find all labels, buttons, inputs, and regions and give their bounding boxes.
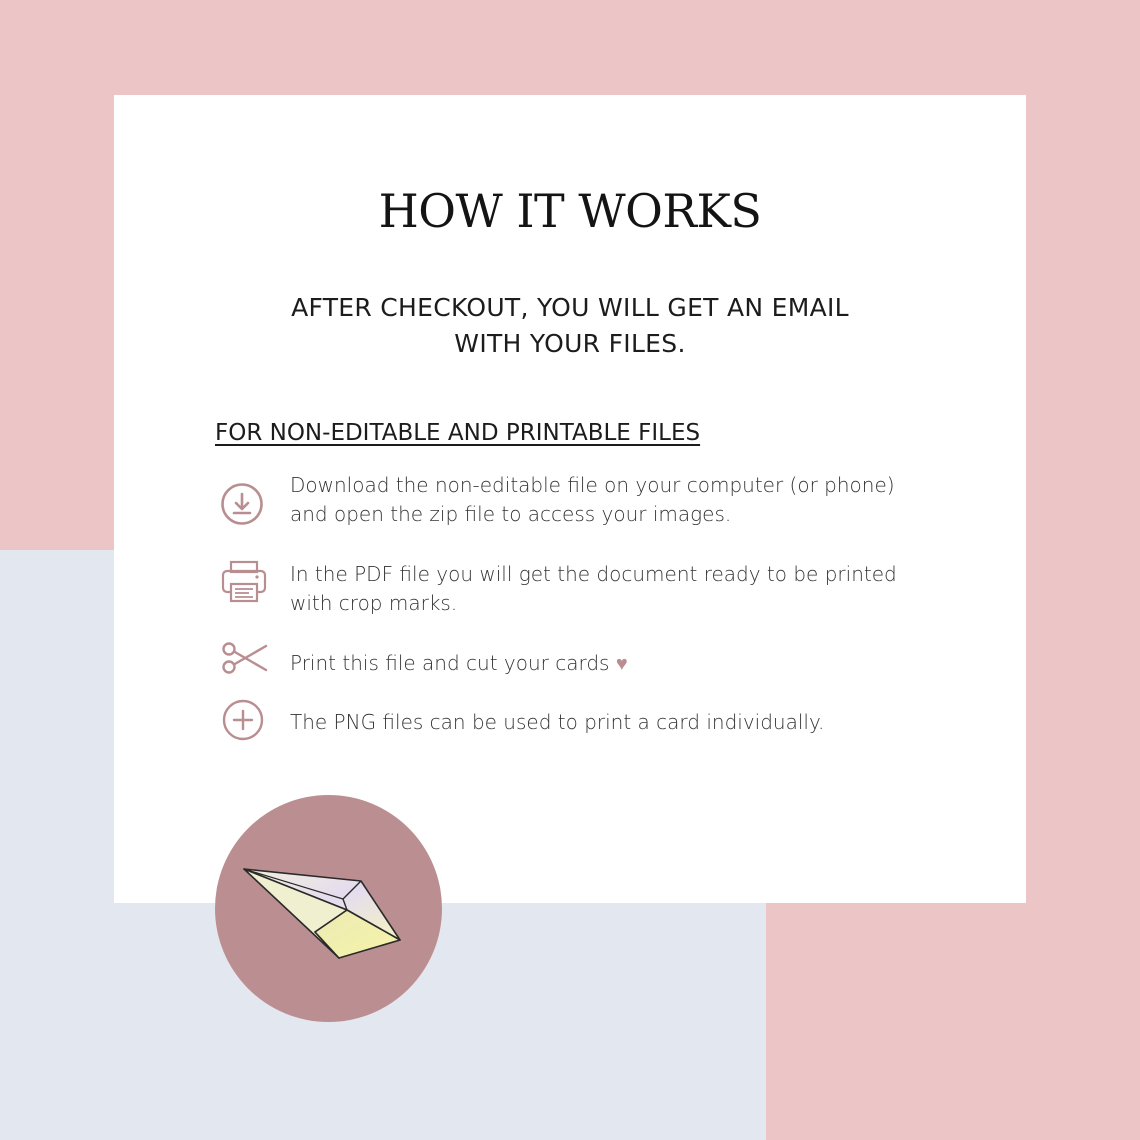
page-title: HOW IT WORKS <box>378 184 762 238</box>
printer-icon <box>219 556 271 608</box>
step-download <box>290 471 910 529</box>
step-cut-cards-text: Print this file and cut your cards <box>290 651 610 675</box>
scissors-icon <box>219 632 271 684</box>
step-print-pdf-line-2: with crop marks. <box>290 591 458 615</box>
step-print-pdf-line-1: In the PDF file you will get the document ready to be printed <box>290 562 897 586</box>
plus-icon <box>217 694 269 746</box>
download-icon <box>216 478 268 530</box>
subtitle-line-1: AFTER CHECKOUT, YOU WILL GET AN EMAIL <box>291 293 849 322</box>
heart-icon: ♥ <box>615 651 628 675</box>
step-print-pdf <box>290 560 910 618</box>
step-png-files <box>290 708 910 737</box>
step-png-files-line-1: The PNG files can be used to print a card individually. <box>290 710 825 734</box>
paper-plane-icon <box>215 795 442 1022</box>
subtitle <box>0 290 1140 362</box>
step-cut-cards <box>290 649 910 678</box>
step-download-line-2: and open the zip file to access your images. <box>290 502 732 526</box>
paper-plane-badge <box>215 795 442 1022</box>
subtitle-line-2: WITH YOUR FILES. <box>454 329 686 358</box>
step-download-line-1: Download the non-editable file on your computer (or phone) <box>290 473 895 497</box>
section-heading: FOR NON-EDITABLE AND PRINTABLE FILES <box>215 420 701 446</box>
